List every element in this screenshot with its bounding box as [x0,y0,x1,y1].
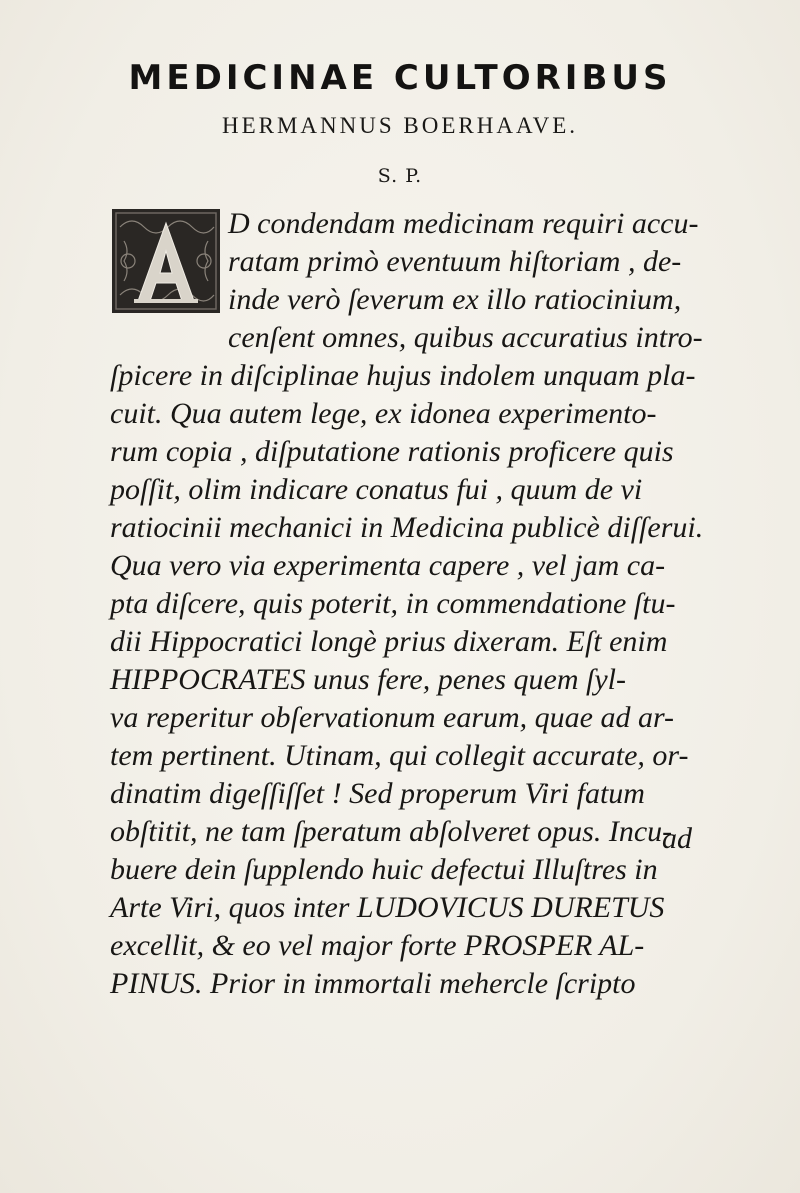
text-line: rum copia , diſputatione rationis proficere quis [110,435,674,468]
text-line: Arte Viri, quos inter LUDOVICUS DURETUS [110,891,665,924]
text-line: ratiocinii mechanici in Medicina publicè diſſerui. [110,511,704,544]
text-line: pta diſcere, quis poterit, in commendatione ſtu- [110,587,676,620]
salutation: S. P. [377,165,423,187]
text-line: cenſent omnes, quibus accuratius intro- [228,321,703,354]
text-line: PINUS. Prior in immortali mehercle ſcripto [110,967,636,1000]
text-line: HIPPOCRATES unus fere, penes quem ſyl- [110,663,626,696]
author-line: HERMANNUS BOERHAAVE. [221,113,579,138]
catchword: ad [662,822,692,855]
text-line: ſpicere in diſciplinae hujus indolem unquam pla- [110,359,696,392]
text-line: D condendam medicinam requiri accu- [228,207,699,240]
text-line: Qua vero via experimenta capere , vel jam ca- [110,549,666,582]
text-line: dii Hippocratici longè prius dixeram. Eſt enim [110,625,668,658]
text-line: excellit, & eo vel major forte PROSPER AL- [110,929,645,962]
text-line: obſtitit, ne tam ſperatum abſolveret opus. Incu- [110,815,673,848]
text-line: dinatim digeſſiſſet ! Sed properum Viri fatum [110,777,645,810]
page-title: MEDICINAE CULTORIBUS [128,58,672,98]
text-line: va reperitur obſervationum earum, quae ad ar- [110,701,675,734]
text-line: ratam primò eventuum hiſtoriam , de- [228,245,682,278]
text-line: inde verò ſeverum ex illo ratiocinium, [228,283,682,316]
text-line: buere dein ſupplendo huic defectui Illuſtres in [110,853,658,886]
text-line: cuit. Qua autem lege, ex idonea experimento- [110,397,657,430]
text-line: poſſit, olim indicare conatus fui , quum de vi [110,473,643,506]
body-text [110,205,720,1003]
text-line: tem pertinent. Utinam, qui collegit accurate, or- [110,739,689,772]
